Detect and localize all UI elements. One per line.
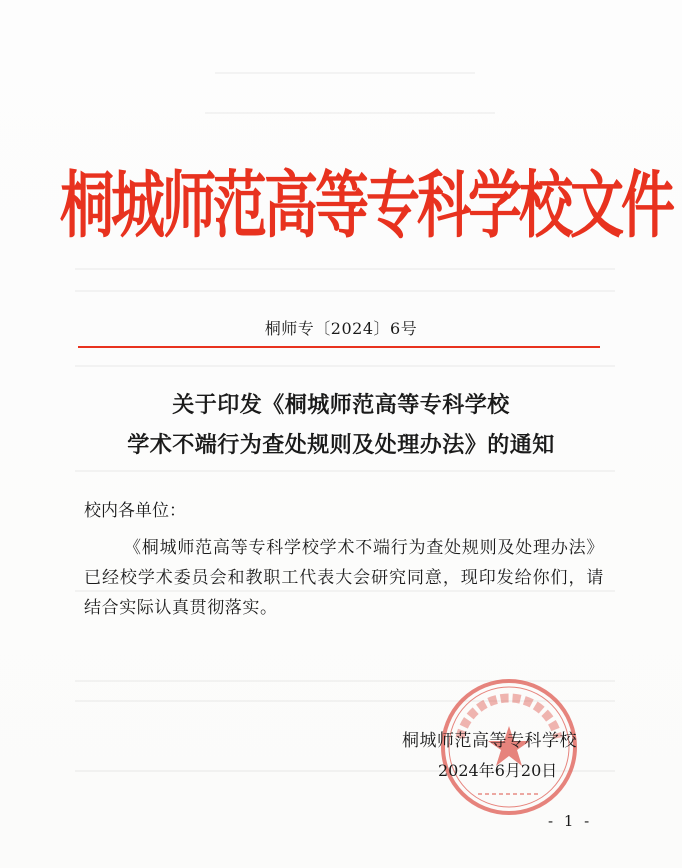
document-number: 桐师专〔2024〕6号	[264, 319, 418, 338]
page-number: - 1 -	[548, 812, 593, 830]
document-header-title: 桐城师范高等专科学校文件	[60, 162, 672, 248]
notice-title-line-2: 学术不端行为查处规则及处理办法》的通知	[127, 433, 555, 458]
signature-date: 2024年6月20日	[438, 761, 558, 780]
signature-school-name: 桐城师范高等专科学校	[402, 731, 577, 751]
red-divider-line	[78, 346, 600, 348]
body-paragraph: 《桐城师范高等专科学校学术不端行为查处规则及处理办法》已经校学术委员会和教职工代表大会研究同意，现印发给你们，请结合实际认真贯彻落实。	[84, 538, 604, 618]
notice-title-line-1: 关于印发《桐城师范高等专科学校	[172, 393, 510, 418]
addressee: 校内各单位：	[84, 501, 186, 521]
